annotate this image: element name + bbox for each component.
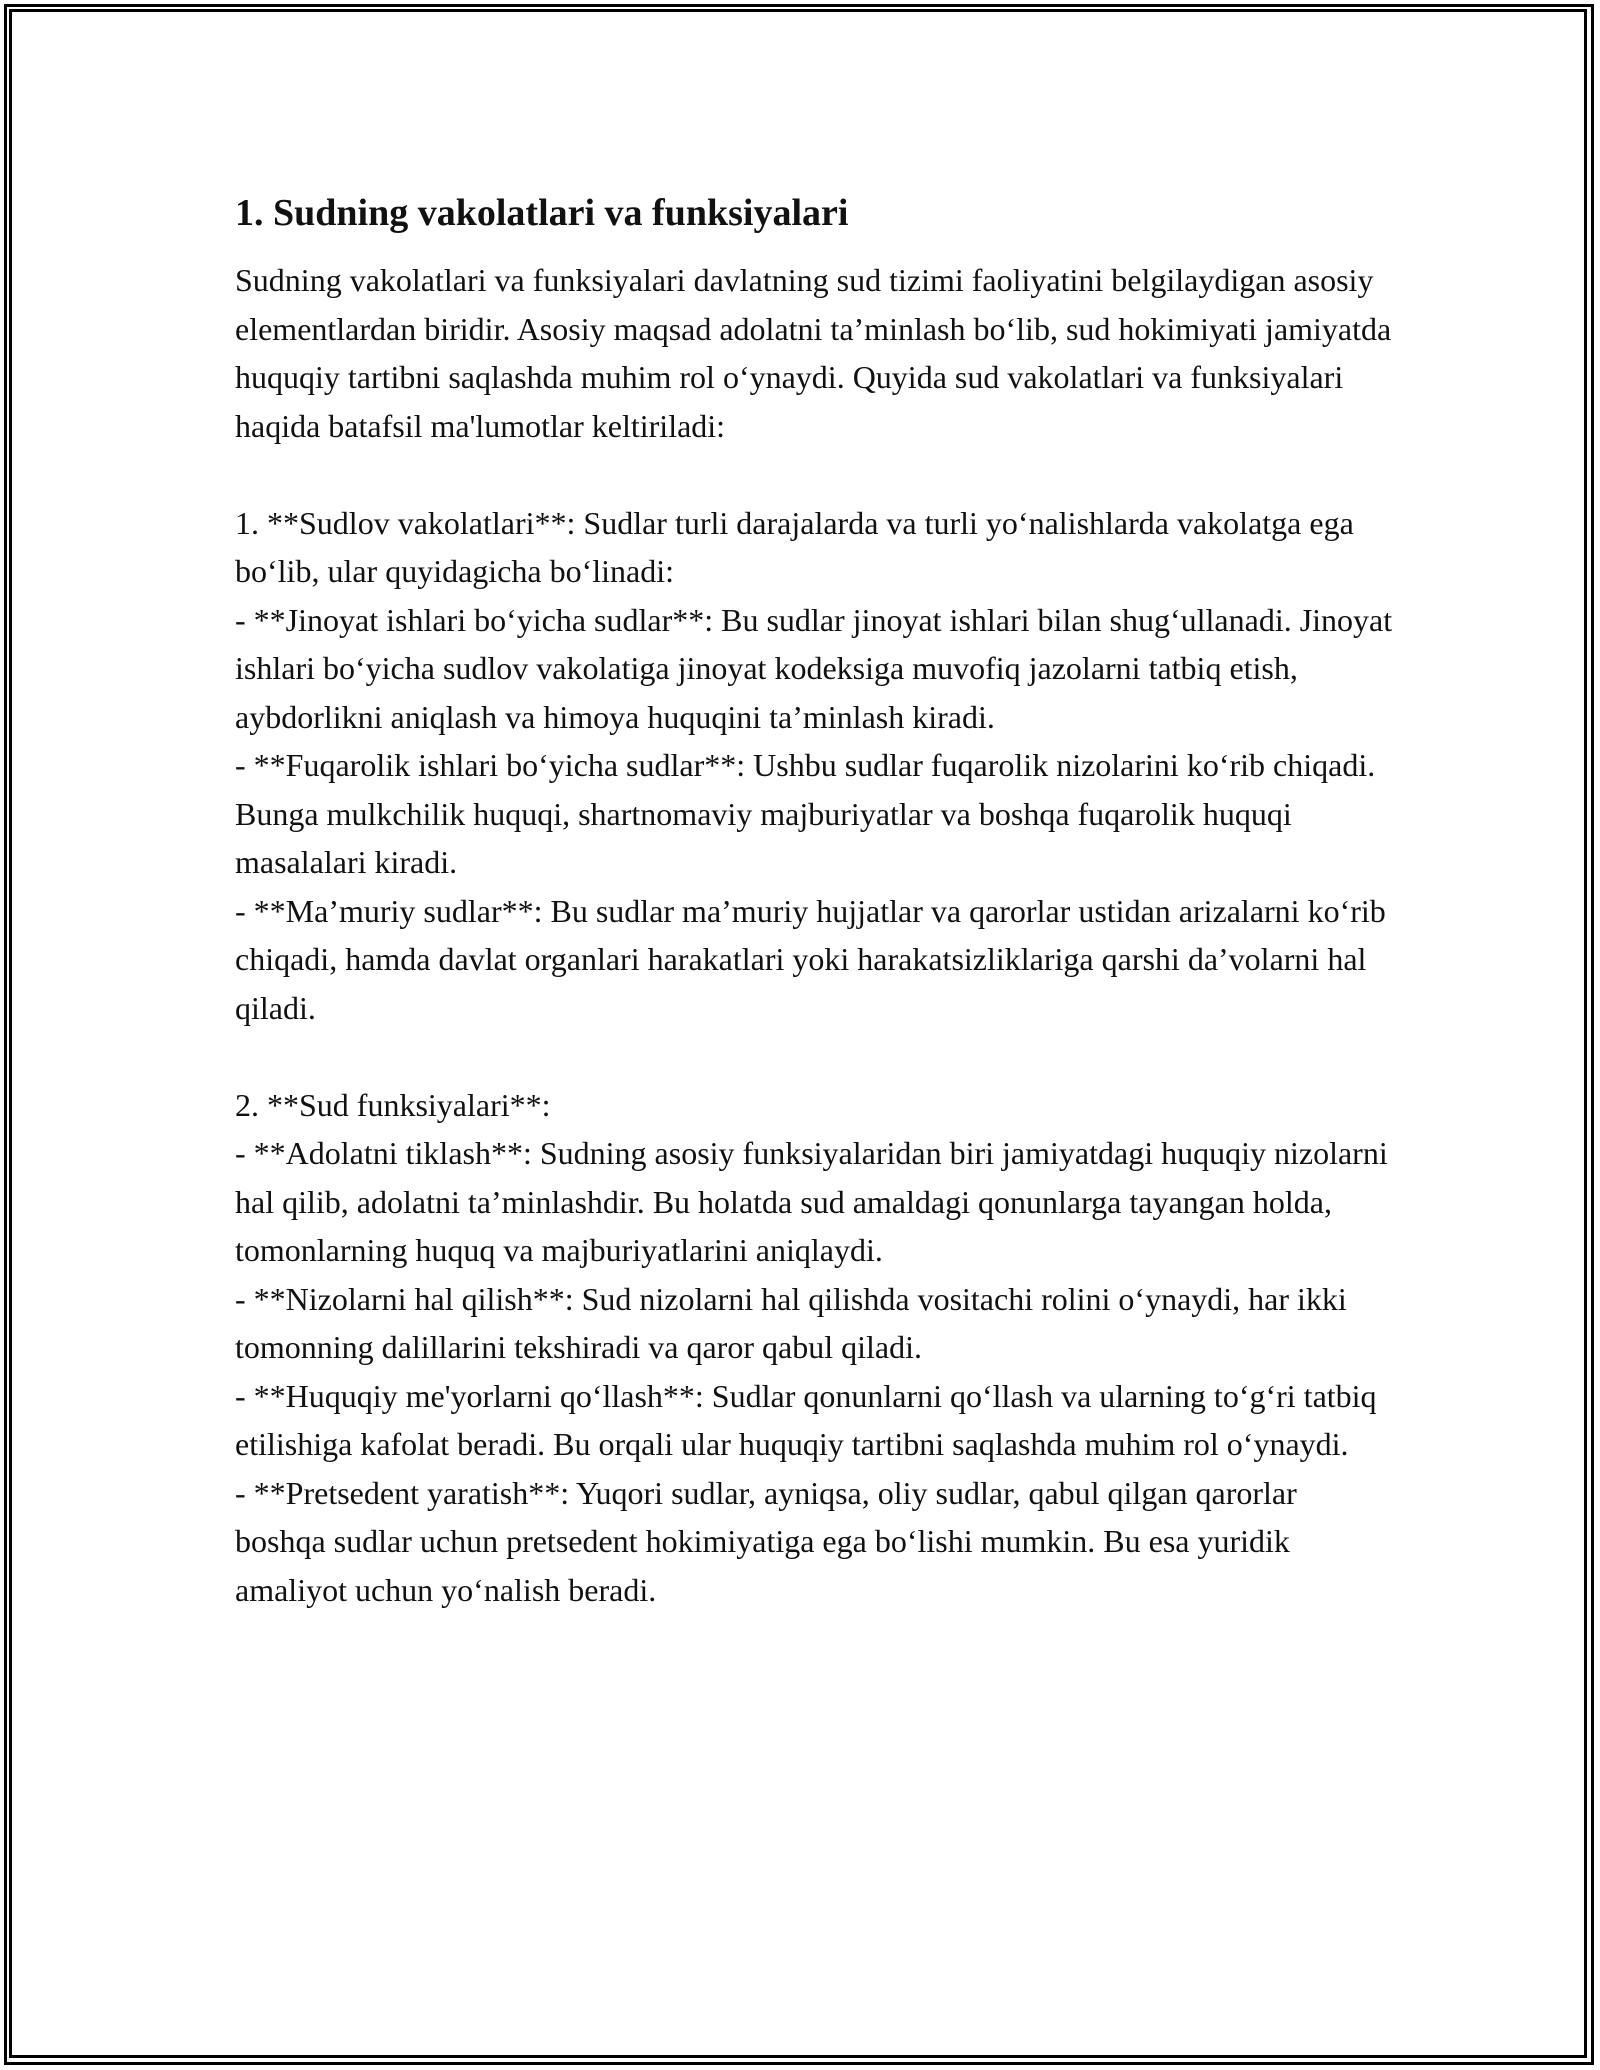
section-heading: 1. Sudning vakolatlari va funksiyalari	[235, 192, 849, 234]
document-content	[235, 188, 1395, 1614]
section-body: Sudning vakolatlari va funksiyalari davlatning sud tizimi faoliyatini belgilaydigan asosiy elementlardan biridir. Asosiy maqsad adolatni ta’minlash bo‘lib, sud hokimiyati jamiyatda huquqiy tartibni saqlashda muhim rol o‘ynaydi. Quyida sud vakolatlari va funksiyalari haqida batafsil ma'lumotlar keltiriladi: 1. **Sudlov vakolatlari**: Sudlar turli darajalarda va turli yo‘nalishlarda vakolatga ega bo‘lib, ular quyidagicha bo‘linadi: - **Jinoyat ishlari bo‘yicha sudlar**: Bu sudlar jinoyat ishlari bilan shug‘ullanadi. Jinoyat ishlari bo‘yicha sudlov vakolatiga jinoyat kodeksiga muvofiq jazolarni tatbiq etish, aybdorlikni aniqlash va himoya huquqini ta’minlash kiradi. - **Fuqarolik ishlari bo‘yicha sudlar**: Ushbu sudlar fuqarolik nizolarini ko‘rib chiqadi. Bunga mulkchilik huquqi, shartnomaviy majburiyatlar va boshqa fuqarolik huquqi masalalari kiradi. - **Ma’muriy sudlar**: Bu sudlar ma’muriy hujjatlar va qarorlar ustidan arizalarni ko‘rib chiqadi, hamda davlat organlari harakatlari yoki harakatsizliklariga qarshi da’volarni hal qiladi. 2. **Sud funksiyalari**: - **Adolatni tiklash**: Sudning asosiy funksiyalaridan biri jamiyatdagi huquqiy nizolarni hal qilib, adolatni ta’minlashdir. Bu holatda sud amaldagi qonunlarga tayangan holda, tomonlarning huquq va majburiyatlarini aniqlaydi. - **Nizolarni hal qilish**: Sud nizolarni hal qilishda vositachi rolini o‘ynaydi, har ikki tomonning dalillarini tekshiradi va qaror qabul qiladi. - **Huquqiy me'yorlarni qo‘llash**: Sudlar qonunlarni qo‘llash va ularning to‘g‘ri tatbiq etilishiga kafolat beradi. Bu orqali ular huquqiy tartibni saqlashda muhim rol o‘ynaydi. - **Pretsedent yaratish**: Yuqori sudlar, ayniqsa, oliy sudlar, qabul qilgan qarorlar boshqa sudlar uchun pretsedent hokimiyatiga ega bo‘lishi mumkin. Bu esa yuridik amaliyot uchun yo‘nalish beradi.	[235, 262, 1393, 1608]
